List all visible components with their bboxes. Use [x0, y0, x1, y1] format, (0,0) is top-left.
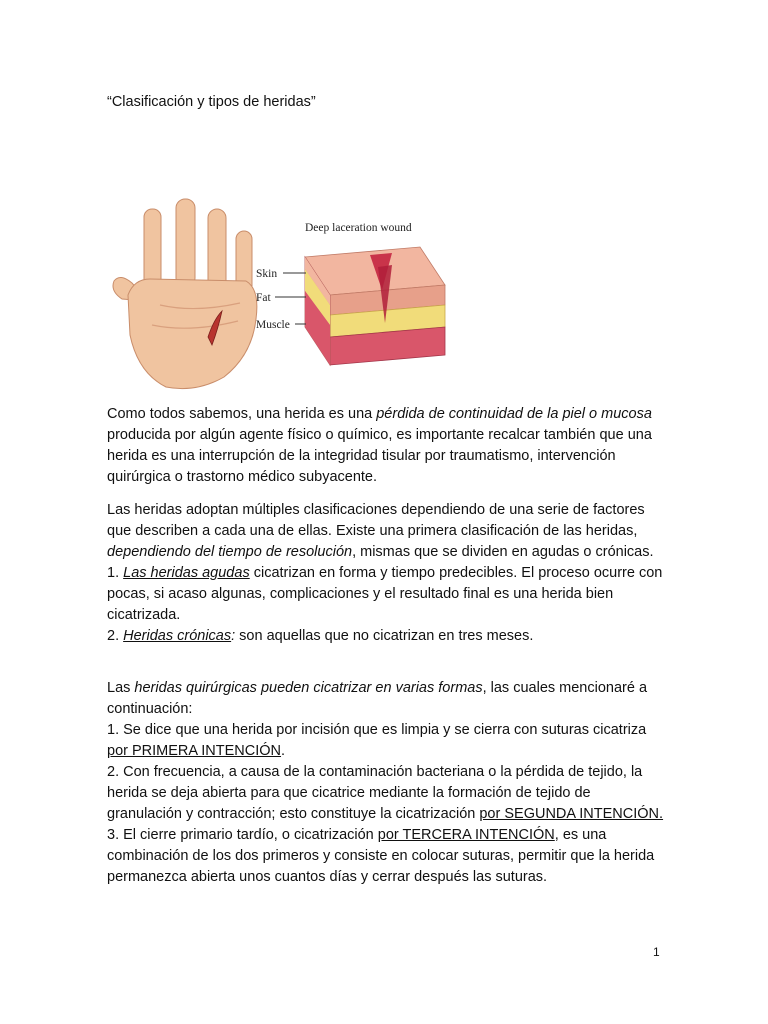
text-span: Las heridas adoptan múltiples clasificaciones dependiendo de una serie de factores que describen a cada una de ellas. Existe una primera clasificación de las heridas, [107, 502, 645, 539]
text-span: . [281, 743, 286, 759]
text-span: , las cuales mencionaré a continuación: [107, 680, 648, 717]
wound-illustration [100, 195, 460, 395]
list-item-chronic [107, 626, 667, 647]
document-title: “Clasificación y tipos de heridas” [107, 94, 316, 110]
text-span: son aquellas que no cicatrizan en tres meses. [235, 628, 534, 644]
term-second-intention: por SEGUNDA INTENCIÓN. [479, 806, 664, 822]
paragraph-surgical [107, 678, 667, 888]
colon: : [231, 628, 236, 644]
hand-illustration [113, 199, 257, 389]
emphasis-text: pérdida de continuidad de la piel o mucosa [376, 406, 652, 422]
text-span: , es una combinación de los dos primeros y consiste en colocar suturas, permitir que la herida permanezca abierta unos cuantos días y cerrar después las suturas. [107, 827, 655, 885]
text-span: cicatrizan en forma y tiempo predecibles. El proceso ocurre con pocas, si acaso algunas, complicaciones y el resultado final es una herida bien cicatrizada. [107, 565, 663, 623]
list-item-second-intention [107, 762, 667, 825]
list-item-acute [107, 563, 667, 626]
list-number: 2. [107, 628, 124, 644]
wound-figure-svg [100, 195, 460, 395]
term-chronic: Heridas crónicas [123, 628, 232, 644]
paragraph-definition [107, 404, 667, 488]
label-muscle: Muscle [256, 319, 290, 331]
tissue-block [305, 247, 445, 365]
text-span: 3. El cierre primario tardío, o cicatrización [107, 827, 378, 843]
paragraph-classification [107, 500, 667, 647]
label-fat: Fat [256, 292, 271, 304]
list-item-first-intention [107, 720, 667, 762]
text-span: , mismas que se dividen en agudas o crónicas. [352, 544, 654, 560]
text-span: Las [107, 680, 135, 696]
emphasis-text: dependiendo del tiempo de resolución [107, 544, 353, 560]
page-number: 1 [653, 945, 660, 959]
figure-caption: Deep laceration wound [305, 222, 412, 234]
term-acute: Las heridas agudas [123, 565, 250, 581]
text-span: 1. Se dice que una herida por incisión que es limpia y se cierra con suturas cicatriza [107, 722, 647, 738]
term-third-intention: por TERCERA INTENCIÓN [377, 827, 555, 843]
term-first-intention: por PRIMERA INTENCIÓN [107, 743, 282, 759]
emphasis-text: heridas quirúrgicas pueden cicatrizar en varias formas [134, 680, 483, 696]
label-skin: Skin [256, 268, 278, 280]
text-span: producida por algún agente físico o químico, es importante recalcar también que una herida es una interrupción de la integridad tisular por traumatismo, intervención quirúrgica o trastorno médico subyacente. [107, 427, 652, 485]
text-span: 2. Con frecuencia, a causa de la contaminación bacteriana o la pérdida de tejido, la herida se deja abierta para que cicatrice mediante la formación de tejido de granulación y contracción; esto constituye la cicatrización [107, 764, 643, 822]
text-span: Como todos sabemos, una herida es una [107, 406, 377, 422]
list-item-third-intention [107, 825, 667, 888]
list-number: 1. [107, 565, 124, 581]
